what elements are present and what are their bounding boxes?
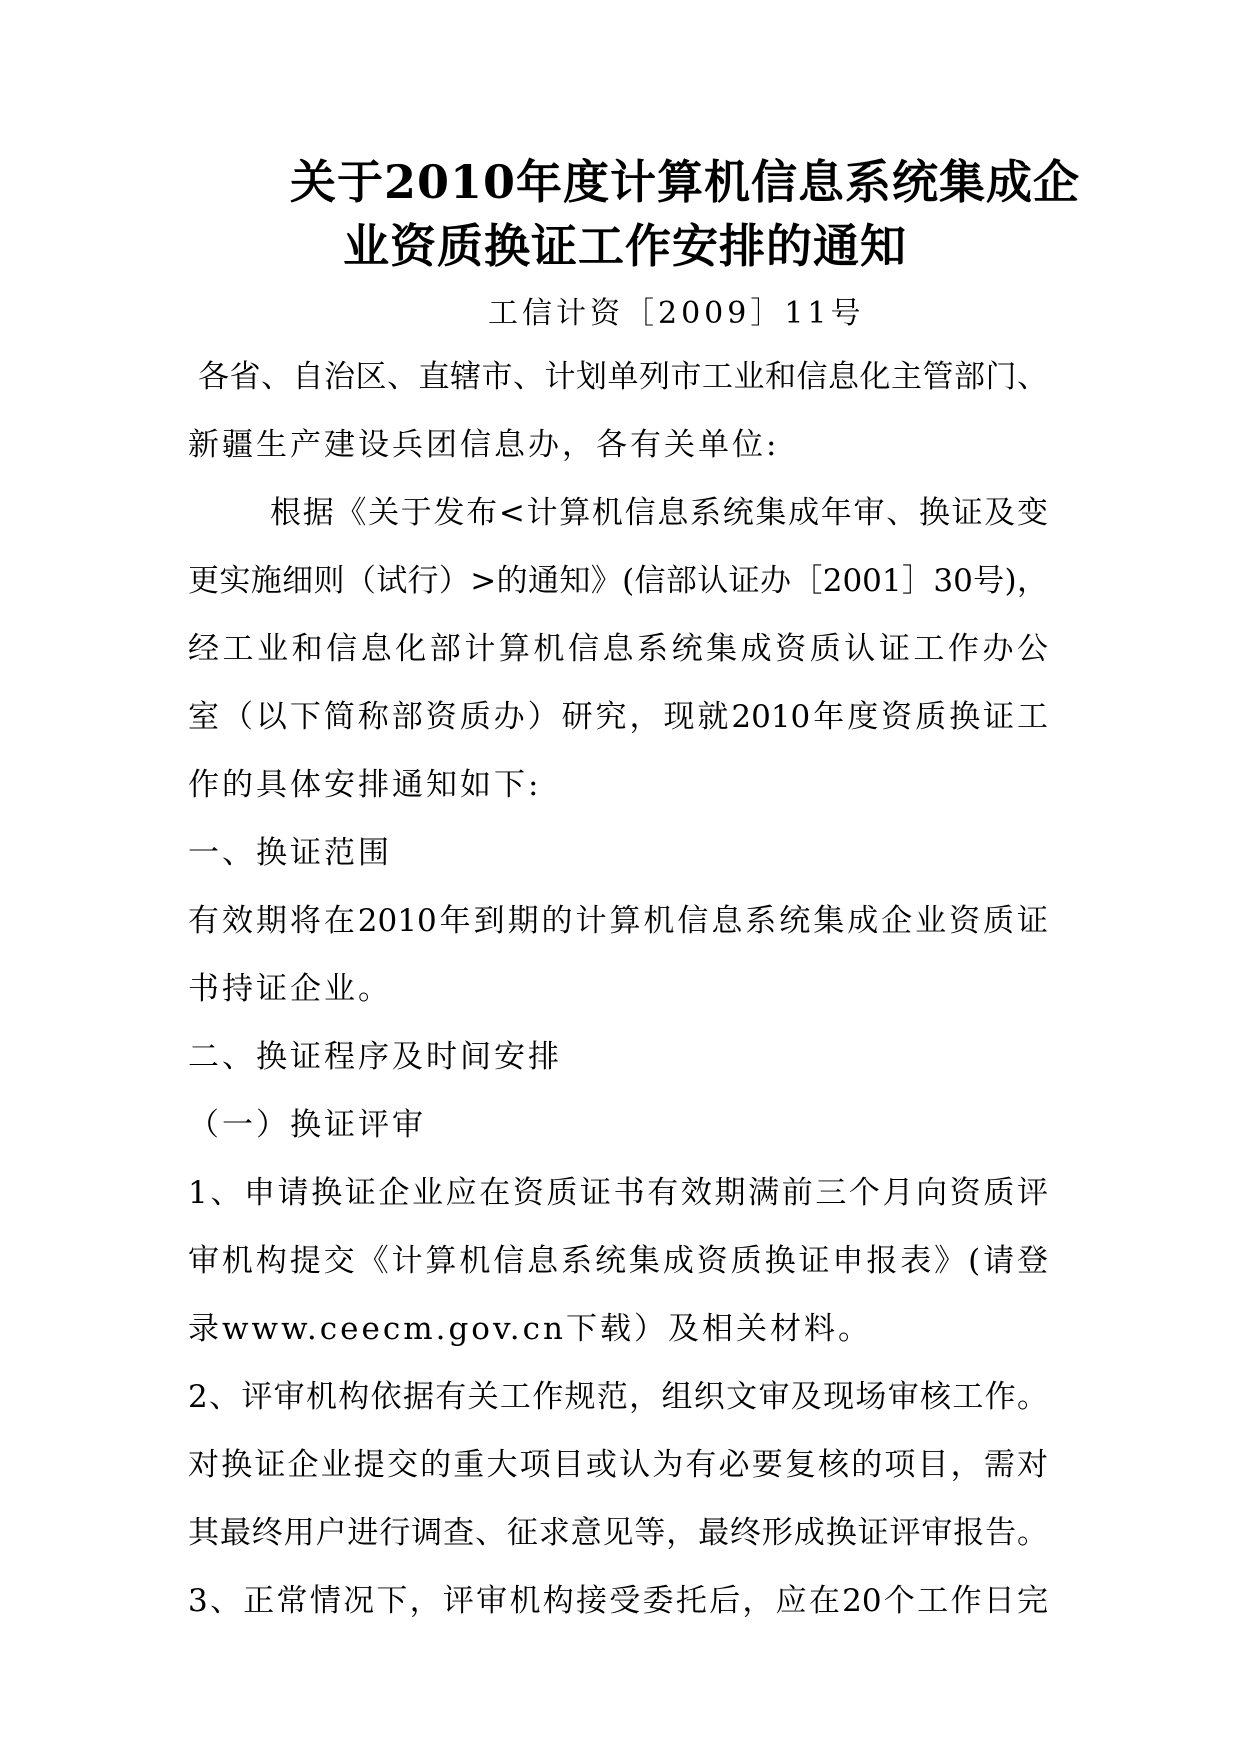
body-line: 审机构提交《计算机信息系统集成资质换证申报表》(请登	[188, 1243, 1048, 1279]
body-line: 作的具体安排通知如下:	[188, 767, 542, 803]
document-title-line-2: 业资质换证工作安排的通知	[343, 219, 907, 273]
body-line: 录www.ceecm.gov.cn下载）及相关材料。	[188, 1311, 872, 1347]
body-line: 2、评审机构依据有关工作规范，组织文审及现场审核工作。	[188, 1379, 1048, 1415]
body-line: 3、正常情况下，评审机构接受委托后，应在20个工作日完	[188, 1583, 1048, 1619]
addressee-line: 新疆生产建设兵团信息办，各有关单位:	[188, 427, 780, 463]
body-line: 经工业和信息化部计算机信息系统集成资质认证工作办公	[188, 631, 1048, 667]
section-heading: 一、换证范围	[188, 835, 392, 871]
body-line: 1、申请换证企业应在资质证书有效期满前三个月向资质评	[188, 1175, 1048, 1211]
document-number: 工信计资［2009］11号	[488, 296, 865, 331]
body-line: 根据《关于发布<计算机信息系统集成年审、换证及变	[270, 495, 1048, 531]
body-line: 其最终用户进行调查、征求意见等，最终形成换证评审报告。	[188, 1515, 1048, 1551]
body-line: 更实施细则（试行）>的通知》(信部认证办［2001］30号)，	[188, 563, 1048, 599]
body-line: 有效期将在2010年到期的计算机信息系统集成企业资质证	[188, 903, 1048, 939]
document-title-line-1: 关于2010年度计算机信息系统集成企	[290, 155, 1081, 209]
section-heading: 二、换证程序及时间安排	[188, 1039, 562, 1075]
subsection-heading: （一）换证评审	[188, 1107, 426, 1143]
addressee-line: 各省、自治区、直辖市、计划单列市工业和信息化主管部门、	[198, 359, 1048, 395]
body-line: 书持证企业。	[188, 971, 392, 1007]
body-line: 室（以下简称部资质办）研究，现就2010年度资质换证工	[188, 699, 1048, 735]
body-line: 对换证企业提交的重大项目或认为有必要复核的项目，需对	[188, 1447, 1048, 1483]
